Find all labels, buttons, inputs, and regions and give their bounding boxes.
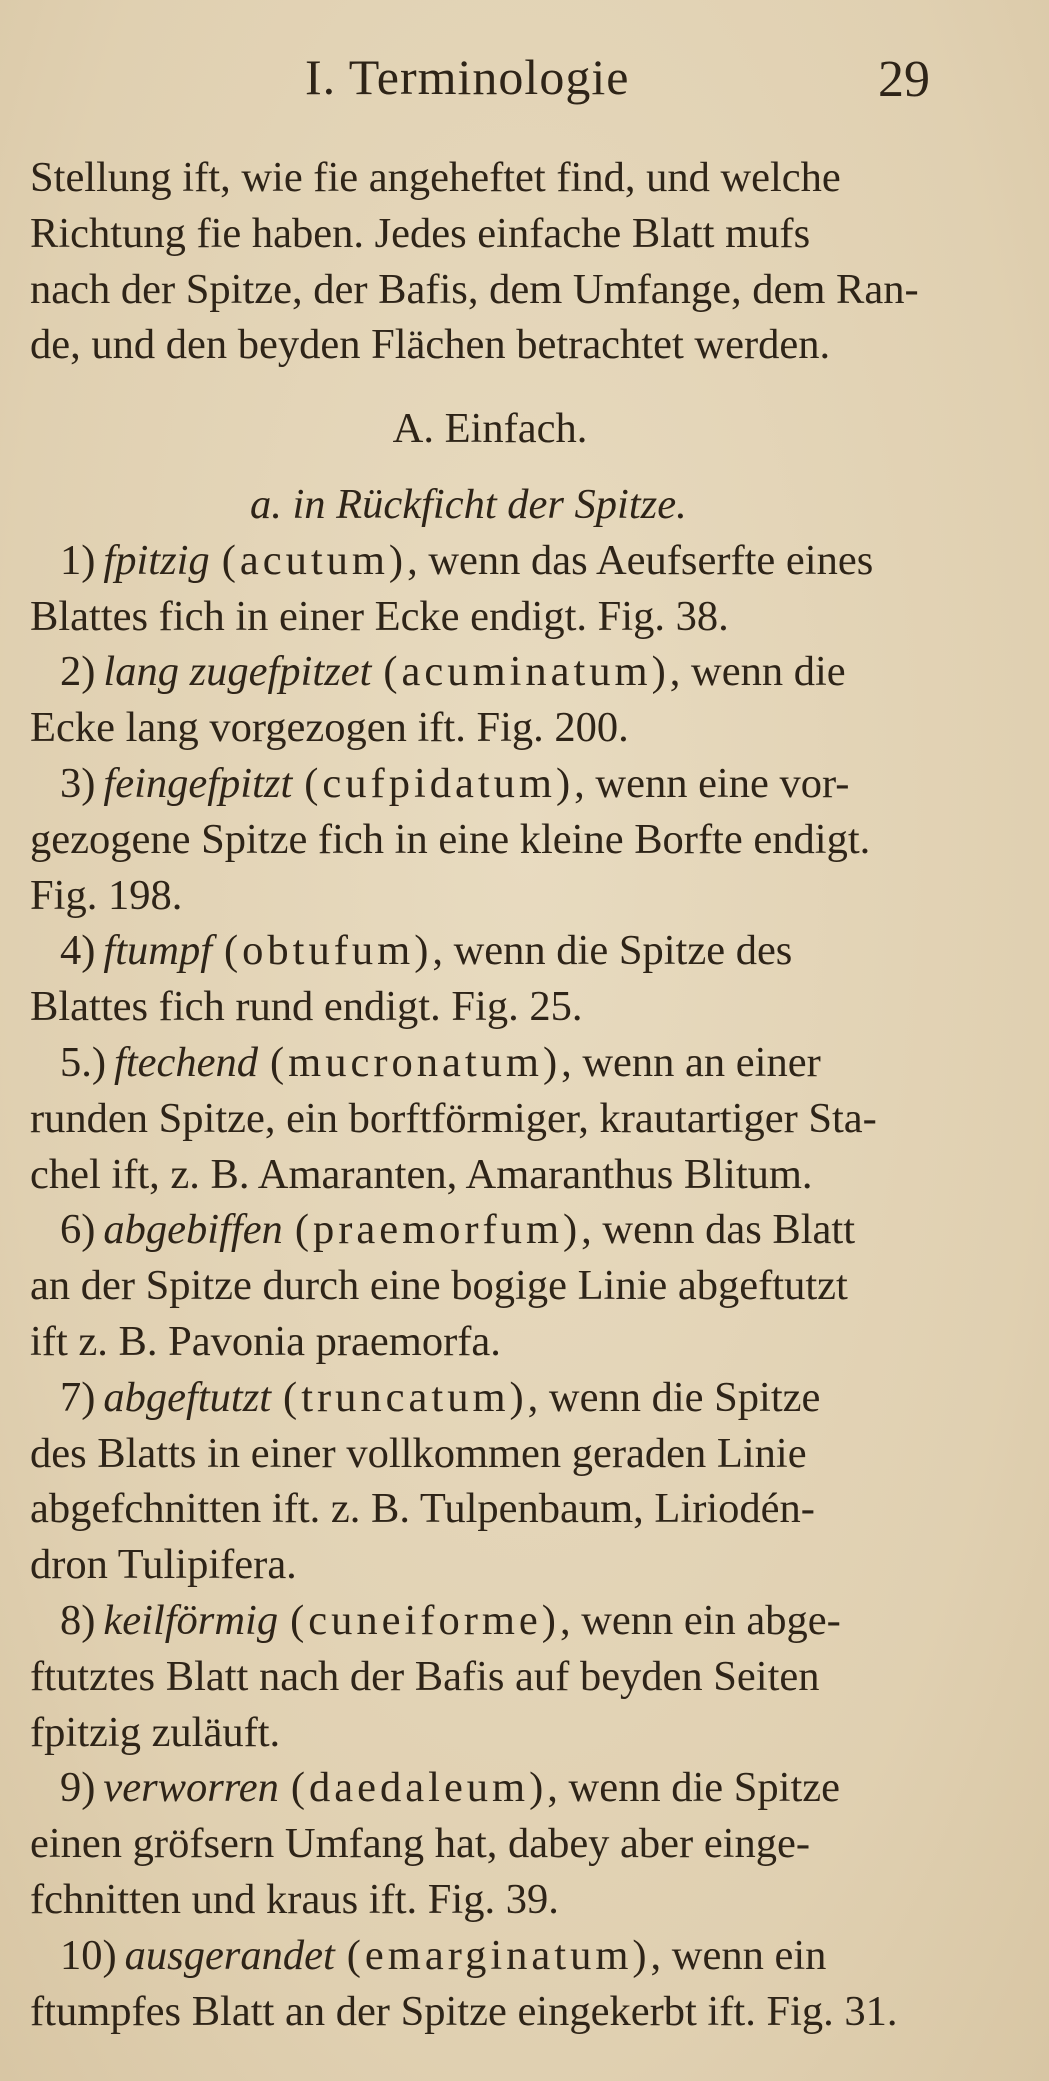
item-text: , wenn die Spitze des	[432, 927, 793, 975]
definition-item	[30, 644, 1020, 700]
item-term: verworren	[103, 1764, 279, 1812]
definition-item	[30, 923, 1020, 979]
item-text: , wenn an einer	[561, 1038, 821, 1086]
item-latin-term: (obtufum)	[224, 927, 433, 975]
definition-item	[30, 1760, 1020, 1816]
text-line: ift z. B. Pavonia praemorfa.	[30, 1317, 501, 1365]
definition-item	[30, 1593, 1020, 1649]
item-text: , wenn das Aeufserfte eines	[407, 536, 874, 584]
item-text: , wenn das Blatt	[581, 1206, 856, 1254]
item-term: keilförmig	[103, 1596, 279, 1644]
item-number: 9)	[60, 1764, 96, 1812]
item-latin-term: (mucronatum)	[270, 1038, 562, 1086]
text-line: Ecke lang vorgezogen ift. Fig. 200.	[30, 704, 629, 752]
item-number: 4)	[60, 927, 96, 975]
item-number: 2)	[60, 648, 96, 696]
item-latin-term: (acuminatum)	[383, 648, 670, 696]
item-text: , wenn die Spitze	[527, 1373, 821, 1421]
text-line: runden Spitze, ein borftförmiger, krautartiger Sta-	[30, 1094, 877, 1142]
text-line: de, und den beyden Flächen betrachtet werden.	[30, 321, 831, 369]
definition-item	[30, 1370, 1020, 1426]
item-number: 3)	[60, 759, 96, 807]
item-number: 8)	[60, 1596, 96, 1644]
spacer	[30, 457, 1020, 477]
item-latin-term: (praemorfum)	[294, 1206, 582, 1254]
item-latin-term: (emarginatum)	[346, 1931, 651, 1979]
item-term: abgebiffen	[103, 1206, 283, 1254]
text-line: Blattes fich rund endigt. Fig. 25.	[30, 983, 583, 1031]
item-term: lang zugefpitzet	[103, 648, 372, 696]
item-latin-term: (cuneiforme)	[290, 1596, 560, 1644]
text-line: einen gröfsern Umfang hat, dabey aber einge-	[30, 1820, 811, 1868]
body-text	[30, 150, 1020, 2039]
item-text: , wenn eine vor-	[574, 759, 850, 807]
item-term: ausgerandet	[124, 1931, 335, 1979]
item-term: ftechend	[114, 1038, 258, 1086]
item-term: abgeftutzt	[103, 1373, 272, 1421]
page-number: 29	[878, 51, 930, 108]
item-latin-term: (cufpidatum)	[304, 759, 575, 807]
text-line: gezogene Spitze fich in eine kleine Borfte endigt.	[30, 815, 871, 863]
text-line: fpitzig zuläuft.	[30, 1708, 281, 1756]
item-term: fpitzig	[103, 536, 210, 584]
text-line: chel ift, z. B. Amaranten, Amaranthus Blitum.	[30, 1150, 813, 1198]
text-line: Blattes fich in einer Ecke endigt. Fig. 38.	[30, 592, 729, 640]
item-text: , wenn ein	[650, 1931, 827, 1979]
text-line: abgefchnitten ift. z. B. Tulpenbaum, Liriodén-	[30, 1485, 815, 1533]
definition-item	[30, 1035, 1020, 1091]
item-term: feingefpitzt	[103, 759, 293, 807]
running-header	[0, 48, 1049, 118]
text-line: fchnitten und kraus ift. Fig. 39.	[30, 1875, 559, 1923]
item-text: , wenn die	[669, 648, 846, 696]
item-number: 5.)	[60, 1038, 107, 1086]
item-latin-term: (daedaleum)	[290, 1764, 548, 1812]
item-number: 6)	[60, 1206, 96, 1254]
text-line: Richtung fie haben. Jedes einfache Blatt mufs	[30, 209, 811, 257]
text-line: ftutztes Blatt nach der Bafis auf beyden Seiten	[30, 1652, 820, 1700]
item-latin-term: (truncatum)	[283, 1373, 528, 1421]
definition-item	[30, 756, 1020, 812]
definition-item	[30, 1202, 1020, 1258]
chapter-title: I. Terminologie	[305, 49, 630, 105]
item-number: 7)	[60, 1373, 96, 1421]
item-text: , wenn ein abge-	[559, 1596, 841, 1644]
text-line: nach der Spitze, der Bafis, dem Umfange, dem Ran-	[30, 265, 919, 313]
text-line: Stellung ift, wie fie angeheftet find, und welche	[30, 154, 841, 201]
item-term: ftumpf	[103, 927, 213, 975]
section-heading-text: A. Einfach.	[392, 405, 588, 453]
text-line: dron Tulipifera.	[30, 1541, 297, 1589]
text-line: des Blatts in einer vollkommen geraden Linie	[30, 1429, 807, 1477]
text-line: an der Spitze durch eine bogige Linie abgeftutzt	[30, 1262, 848, 1310]
subsection-heading-text: a. in Rückficht der Spitze.	[250, 480, 687, 528]
item-number: 10)	[60, 1931, 117, 1979]
item-latin-term: (acutum)	[221, 536, 408, 584]
definition-list	[30, 533, 1020, 2040]
definition-item	[30, 1928, 1020, 1984]
item-number: 1)	[60, 536, 96, 584]
text-line: ftumpfes Blatt an der Spitze eingekerbt ift. Fig. 31.	[30, 1987, 898, 2035]
item-text: , wenn die Spitze	[547, 1764, 840, 1812]
text-line: Fig. 198.	[30, 871, 183, 919]
subsection-heading	[30, 477, 1020, 533]
definition-item	[30, 533, 1020, 589]
section-heading	[30, 401, 1020, 457]
spacer	[30, 373, 1020, 401]
